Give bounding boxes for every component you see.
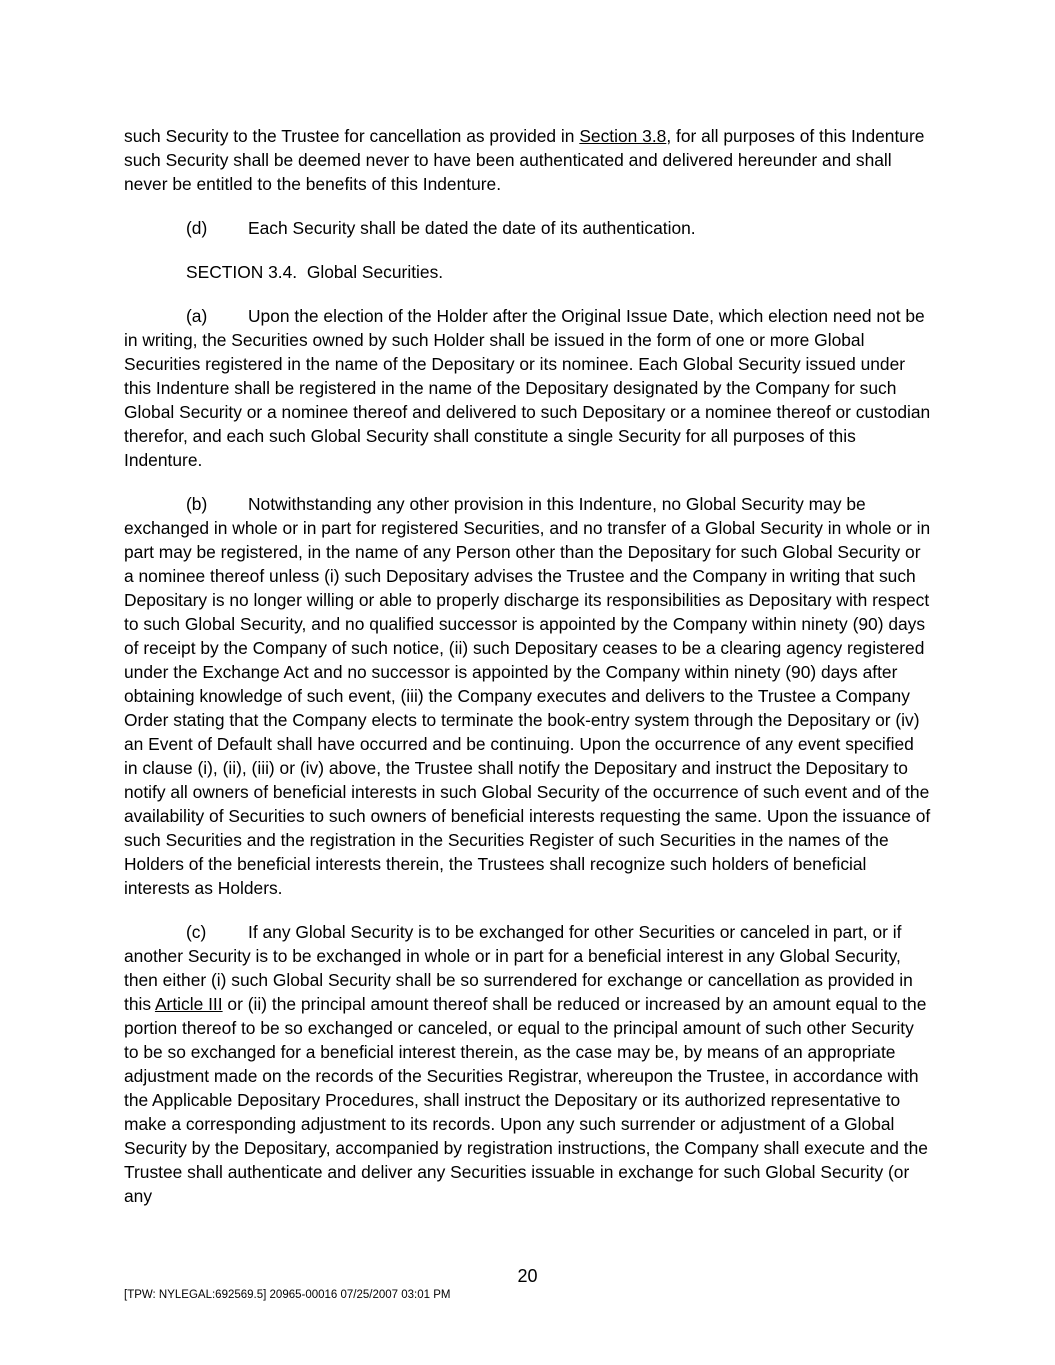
document-body	[124, 124, 932, 1228]
paragraph-c-label: (c)	[186, 922, 207, 942]
page-number: 20	[517, 1266, 538, 1286]
article-iii-link[interactable]: Article III	[154, 994, 223, 1014]
paragraph-b-text: Notwithstanding any other provision in this Indenture, no Global Security may be exchanged in whole or in part for registered Securities, and no transfer of a Global Security in whole or in part may be registered, in the name of any Person other than the Depositary for such Global Security or a nominee thereof unless (i) such Depositary advises the Trustee and the Company in writing that such Depositary is no longer willing or able to properly discharge its responsibilities as Depositary with respect to such Global Security, and no qualified successor is appointed by the Company within ninety (90) days of receipt by the Company of such notice, (ii) such Depositary ceases to be a clearing agency registered under the Exchange Act and no successor is appointed by the Company within ninety (90) days after obtaining knowledge of such event, (iii) the Company executes and delivers to the Trustee a Company Order stating that the Company elects to terminate the book-entry system through the Depositary or (iv) an Event of Default shall have occurred and be continuing. Upon the occurrence of any event specified in clause (i), (ii), (iii) or (iv) above, the Trustee shall notify the Depositary and instruct the Depositary to notify all owners of beneficial interests in such Global Security of the occurrence of such event and of the availability of Securities to such owners of beneficial interests requesting the same. Upon the issuance of such Securities and the registration in the Securities Register of such Securities in the names of the Holders of the beneficial interests therein, the Trustees shall recognize such holders of beneficial interests as Holders.	[124, 494, 931, 898]
section-title: Global Securities.	[306, 262, 444, 282]
section-3-8-link[interactable]: Section 3.8	[579, 126, 667, 146]
paragraph-b	[124, 492, 932, 900]
continuation-paragraph	[124, 124, 932, 196]
paragraph-a-text: Upon the election of the Holder after the Original Issue Date, which election need not be in writing, the Securities owned by such Holder shall be issued in the form of one or more Global Securities registered in the name of the Depositary or its nominee. Each Global Security issued under this Indenture shall be registered in the name of the Depositary designated by the Company for such Global Security or a nominee thereof and delivered to such Depositary or a nominee thereof or custodian therefor, and each such Global Security shall constitute a single Security for all purposes of this Indenture.	[124, 306, 931, 470]
paragraph-d	[124, 216, 932, 240]
continuation-text-before: such Security to the Trustee for cancellation as provided in	[124, 126, 580, 146]
paragraph-a-label: (a)	[186, 306, 208, 326]
paragraph-c	[124, 920, 932, 1208]
paragraph-d-text: Each Security shall be dated the date of its authentication.	[248, 218, 696, 238]
paragraph-d-label: (d)	[186, 218, 208, 238]
paragraph-a	[124, 304, 932, 472]
section-number: SECTION 3.4.	[186, 262, 298, 282]
paragraph-c-text-after: or (ii) the principal amount thereof shall be reduced or increased by an amount equal to the portion thereof to be so exchanged or canceled, or equal to the principal amount of such other Security to be so exchanged for a beneficial interest therein, as the case may be, by means of an appropriate adjustment made on the records of the Securities Registrar, whereupon the Trustee, in accordance with the Applicable Depositary Procedures, shall instruct the Depositary or its authorized representative to make a corresponding adjustment to its records. Upon any such surrender or adjustment of a Global Security by the Depositary, accompanied by registration instructions, the Company shall execute and the Trustee shall authenticate and deliver any Securities issuable in exchange for such Global Security (or any	[124, 994, 928, 1206]
continuation-text-after: , for all purposes of this Indenture such Security shall be deemed never to have been authenticated and delivered hereunder and shall never be entitled to the benefits of this Indenture.	[124, 126, 925, 194]
document-footer: [TPW: NYLEGAL:692569.5] 20965-00016 07/25/2007 03:01 PM	[124, 1289, 451, 1301]
paragraph-c-text-before: If any Global Security is to be exchanged for other Securities or canceled in part, or if another Security is to be exchanged in whole or in part for a beneficial interest in any Global Security, then either (i) such Global Security shall be so surrendered for exchange or cancellation as provided in this	[124, 922, 913, 1014]
paragraph-b-label: (b)	[186, 494, 208, 514]
section-heading	[124, 260, 932, 284]
